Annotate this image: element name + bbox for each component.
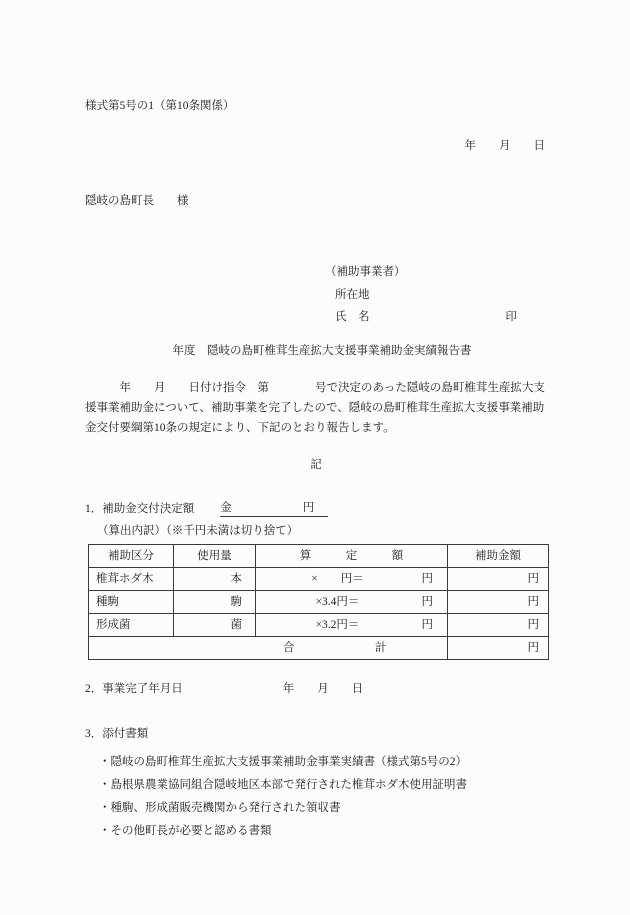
issue-date-placeholder: 年 月 日 — [464, 140, 545, 152]
amount-field — [220, 501, 328, 517]
attachment-item: ・その他町長が必要と認める書類 — [99, 825, 272, 837]
body-line: 援事業補助金について、補助事業を完了したので、隠岐の島町椎茸生産拡大支援事業補助 — [85, 402, 545, 414]
name-seal-row — [325, 306, 517, 329]
formula-yen: 円 — [421, 572, 433, 585]
table-header-row — [89, 545, 549, 568]
calculation-cell — [256, 591, 448, 614]
body-line: 金交付要綱第10条の規定により、下記のとおり報告します。 — [85, 422, 395, 434]
category-cell: 形成菌 — [89, 614, 174, 637]
header-subsidy-amount: 補助金額 — [448, 545, 549, 568]
header-category: 補助区分 — [89, 545, 174, 568]
name-label: 氏 名 — [335, 311, 370, 323]
record-marker: 記 — [310, 459, 322, 471]
applicant-block — [325, 261, 517, 329]
total-label: 合 計 — [89, 637, 448, 660]
formula-yen: 円 — [421, 618, 433, 631]
header-calculation: 算 定 額 — [256, 545, 448, 568]
attachment-item: ・種駒、形成菌販売機関から発行された領収書 — [99, 802, 341, 814]
formula-text: ×3.2円＝ — [315, 618, 360, 631]
form-number: 様式第5号の1（第10条関係） — [85, 100, 235, 112]
section2-heading: 2．事業完了年月日 — [85, 683, 183, 695]
formula-yen: 円 — [421, 595, 433, 608]
calculation-cell — [256, 568, 448, 591]
table-row — [89, 614, 549, 637]
subsidy-table — [88, 544, 549, 660]
completion-date-placeholder: 年 月 日 — [282, 683, 364, 695]
total-amount-cell: 円 — [448, 637, 549, 660]
seal-label: 印 — [505, 311, 517, 323]
document-title: 年度 隠岐の島町椎茸生産拡大支援事業補助金実績報告書 — [172, 345, 472, 357]
subsidy-amount-cell: 円 — [448, 614, 549, 637]
table-row — [89, 591, 549, 614]
table-total-row — [89, 637, 549, 660]
attachment-list — [99, 751, 467, 843]
formula-text: ×3.4円＝ — [315, 595, 360, 608]
amount-prefix: 金 — [220, 502, 232, 514]
attachment-item: ・隠岐の島町椎茸生産拡大支援事業補助金事業実績書（様式第5号の2） — [99, 756, 467, 768]
calculation-note: （算出内訳）（※千円未満は切り捨て） — [97, 525, 299, 537]
attachment-item: ・島根県農業協同組合隠岐地区本部で発行された椎茸ホダ木使用証明書 — [99, 779, 467, 791]
table-row — [89, 568, 549, 591]
formula-text: × 円＝ — [311, 572, 364, 585]
body-line: 年 月 日付け指令 第 号で決定のあった隠岐の島町椎茸生産拡大支 — [85, 382, 545, 394]
section1-heading-row — [85, 501, 328, 517]
subsidy-table-wrap — [88, 544, 549, 660]
applicant-label: （補助事業者） — [325, 266, 406, 278]
header-quantity: 使用量 — [174, 545, 256, 568]
quantity-cell: 駒 — [174, 591, 256, 614]
subsidy-amount-cell: 円 — [448, 568, 549, 591]
quantity-cell: 本 — [174, 568, 256, 591]
calculation-cell — [256, 614, 448, 637]
category-cell: 椎茸ホダ木 — [89, 568, 174, 591]
quantity-cell: 菌 — [174, 614, 256, 637]
body-paragraph — [85, 378, 555, 438]
section2-row — [85, 682, 363, 697]
section1-heading: 1．補助金交付決定額 — [85, 503, 195, 515]
category-cell: 種駒 — [89, 591, 174, 614]
addressee-line: 隠岐の島町長 様 — [85, 195, 189, 207]
subsidy-amount-cell: 円 — [448, 591, 549, 614]
address-label: 所在地 — [335, 288, 370, 301]
section3-heading: 3．添付書類 — [85, 728, 149, 740]
amount-unit: 円 — [302, 502, 315, 514]
